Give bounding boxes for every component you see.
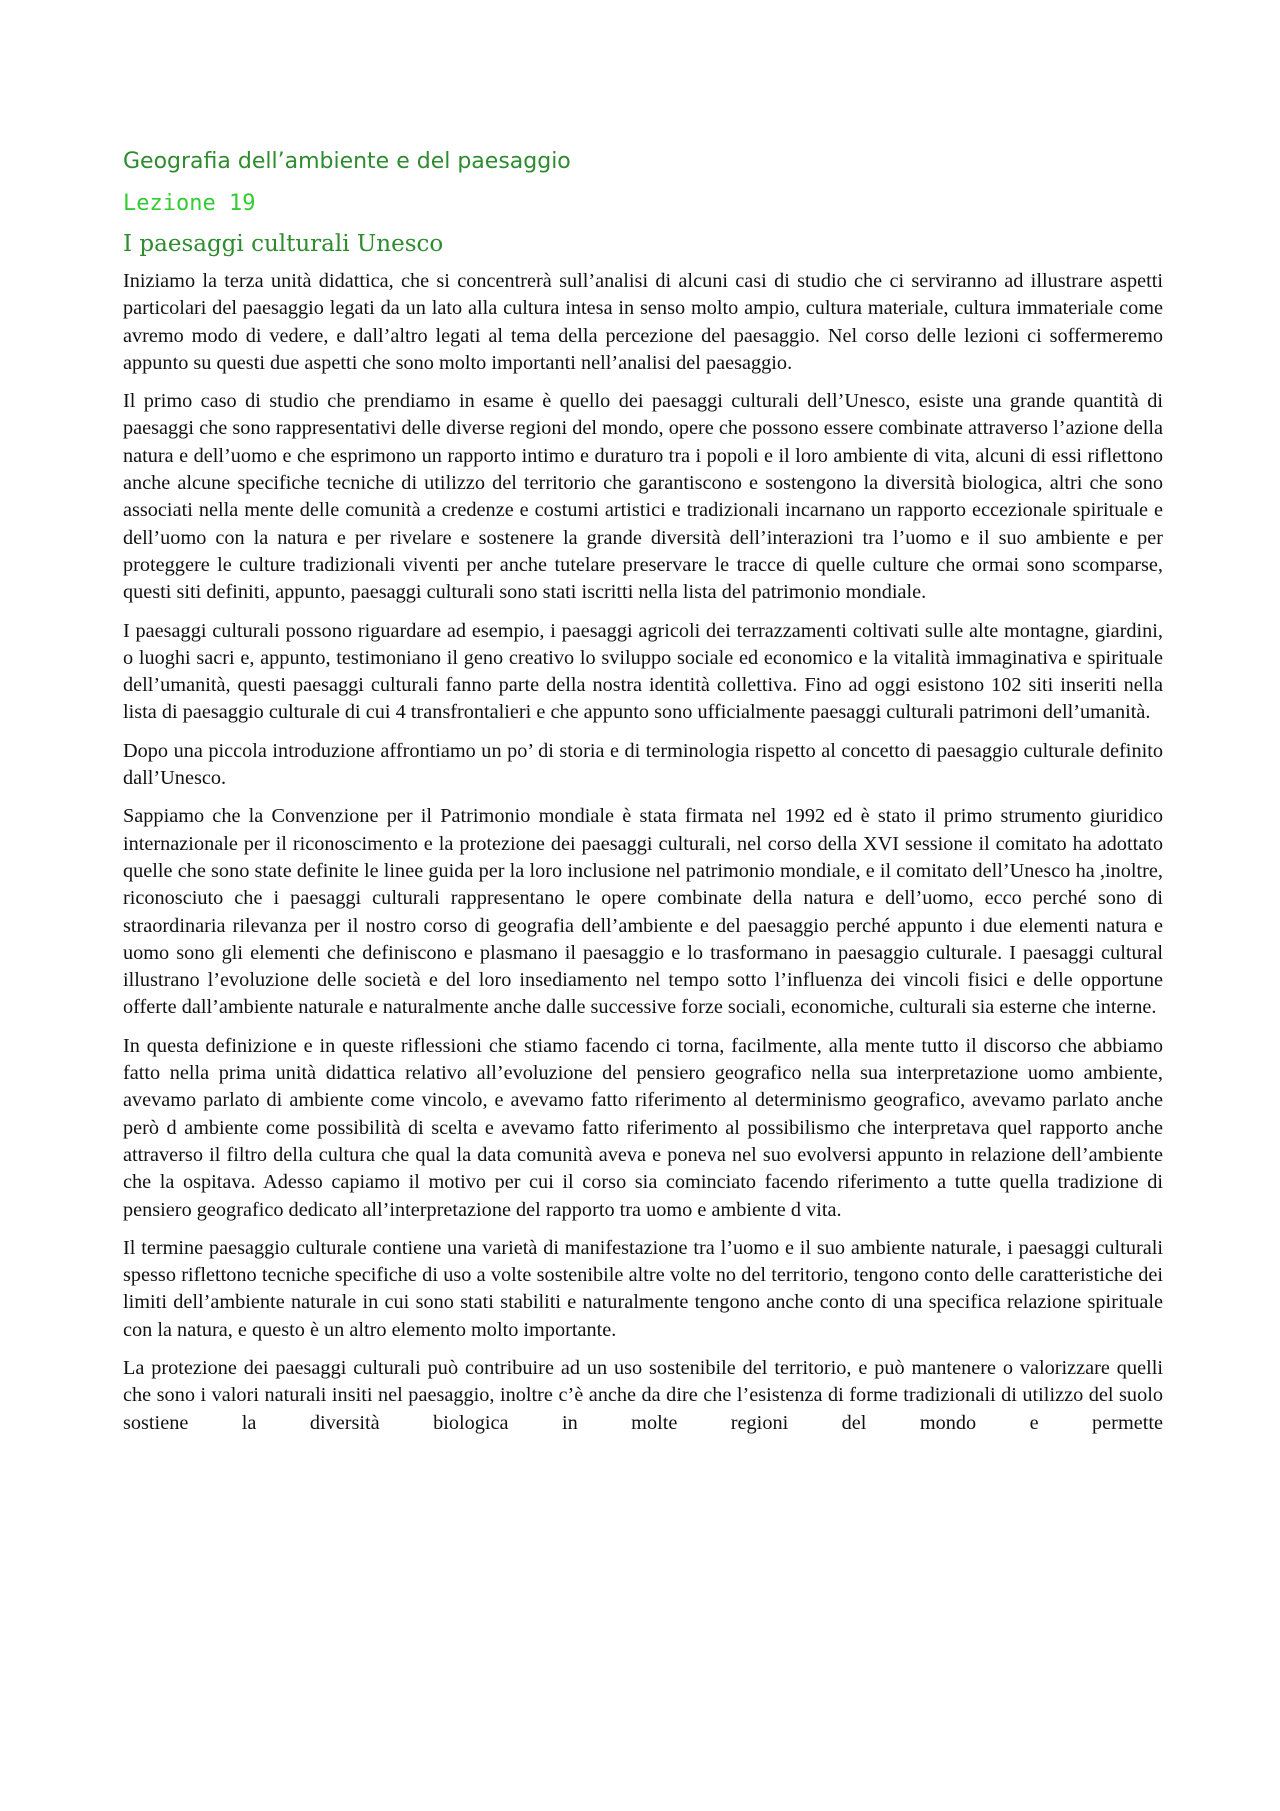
lesson-title: I paesaggi culturali Unesco bbox=[123, 231, 444, 257]
document-content bbox=[123, 148, 1163, 1448]
paragraph-1: Iniziamo la terza unità didattica, che si concentrerà sull’analisi di alcuni casi di studio che ci serviranno ad illustrare aspetti particolari del paesaggio legati da un lato alla cultura intesa in senso molto ampio, cultura materiale, cultura immateriale come avremo modo di vedere, e dall’altro legati al tema della percezione del paesaggio. Nel corso delle lezioni ci soffermeremo appunto su questi due aspetti che sono molto importanti nell’analisi del paesaggio. bbox=[123, 270, 1163, 374]
paragraph-4: Dopo una piccola introduzione affrontiamo un po’ di storia e di terminologia rispetto al concetto di paesaggio culturale definito dall’Unesco. bbox=[123, 739, 1163, 790]
paragraph-3: I paesaggi culturali possono riguardare ad esempio, i paesaggi agricoli dei terrazzamenti coltivati sulle alte montagne, giardini, o luoghi sacri e, appunto, testimoniano il geno creativo lo sviluppo sociale ed economico e la vitalità immaginativa e spirituale dell’umanità, questi paesaggi culturali fanno parte della nostra identità collettiva. Fino ad oggi esistono 102 siti inseriti nella lista di paesaggio culturale di cui 4 transfrontalieri e che appunto sono ufficialmente paesaggi culturali patrimoni dell’umanità. bbox=[123, 619, 1163, 724]
paragraph-8: La protezione dei paesaggi culturali può contribuire ad un uso sostenibile del territorio, e può mantenere o valorizzare quelli che sono i valori naturali insiti nel paesaggio, inoltre c’è anche da dire che l’esistenza di forme tradizionali di utilizzo del suolo sostiene la diversità biologica in molte regioni del mondo e permette bbox=[123, 1356, 1163, 1434]
paragraph-2: Il primo caso di studio che prendiamo in esame è quello dei paesaggi culturali dell’Unesco, esiste una grande quantità di paesaggi che sono rappresentativi delle diverse regioni del mondo, opere che possono essere combinate attraverso l’azione della natura e dell’uomo e che esprimono un rapporto intimo e duraturo tra i popoli e il loro ambiente di vita, alcuni di essi riflettono anche alcune specifiche tecniche di utilizzo del territorio che garantiscono e sostengono la diversità biologica, altri che sono associati nella mente delle comunità a credenze e costumi artistici e tradizionali incarnano un rapporto eccezionale spirituale e dell’uomo con la natura e per rivelare e sostenere la grande diversità dell’interazioni tra l’uomo e il suo ambiente e per proteggere le culture tradizionali viventi per anche tutelare preservare le tracce di quelle culture che ormai sono scomparse, questi siti definiti, appunto, paesaggi culturali sono stati iscritti nella lista del patrimonio mondiale. bbox=[123, 390, 1163, 604]
paragraph-6: In questa definizione e in queste riflessioni che stiamo facendo ci torna, facilmente, alla mente tutto il discorso che abbiamo fatto nella prima unità didattica relativo all’evoluzione del pensiero geografico nella sua interpretazione uomo ambiente, avevamo parlato di ambiente come vincolo, e avevamo fatto riferimento al determinismo geografico, avevamo parlato anche però d ambiente come possibilità di scelta e avevamo fatto riferimento al possibilismo che interpretava quel rapporto anche attraverso il filtro della cultura che qual la data comunità aveva e poneva nel suo evolversi appunto in relazione dell’ambiente che la ospitava. Adesso capiamo il motivo per cui il corso sia cominciato facendo riferimento a tutte quella tradizione di pensiero geografico dedicato all’interpretazione del rapporto tra uomo e ambiente d vita. bbox=[123, 1034, 1163, 1221]
lesson-number: Lezione 19 bbox=[123, 191, 256, 216]
paragraph-7: Il termine paesaggio culturale contiene una varietà di manifestazione tra l’uomo e il suo ambiente naturale, i paesaggi culturali spesso riflettono tecniche specifiche di uso a volte sostenibile altre volte no del territorio, tengono conto delle caratteristiche dei limiti dell’ambiente naturale in cui sono stati stabiliti e naturalmente tengono anche conto di una specifica relazione spirituale con la natura, e questo è un altro elemento molto importante. bbox=[123, 1236, 1163, 1341]
paragraph-5: Sappiamo che la Convenzione per il Patrimonio mondiale è stata firmata nel 1992 ed è stato il primo strumento giuridico internazionale per il riconoscimento e la protezione dei paesaggi culturali, nel corso della XVI sessione il comitato ha adottato quelle che sono state definite le linee guida per la loro inclusione nel patrimonio mondiale, e il comitato dell’Unesco ha ,inoltre, riconosciuto che i paesaggi culturali rappresentano le opere combinate della natura e dell’uomo, ecco perché sono di straordinaria rilevanza per il nostro corso di geografia dell’ambiente e del paesaggio perché appunto i due elementi natura e uomo sono gli elementi che definiscono e plasmano il paesaggio e lo trasformano in paesaggio culturale. I paesaggi cultural illustrano l’evoluzione delle società e del loro insediamento nel tempo sotto l’influenza dei vincoli fisici e delle opportune offerte dall’ambiente naturale e naturalmente anche dalle successive forze sociali, economiche, culturali sia esterne che interne. bbox=[123, 805, 1163, 1019]
course-title: Geografia dell’ambiente e del paesaggio bbox=[123, 149, 571, 174]
